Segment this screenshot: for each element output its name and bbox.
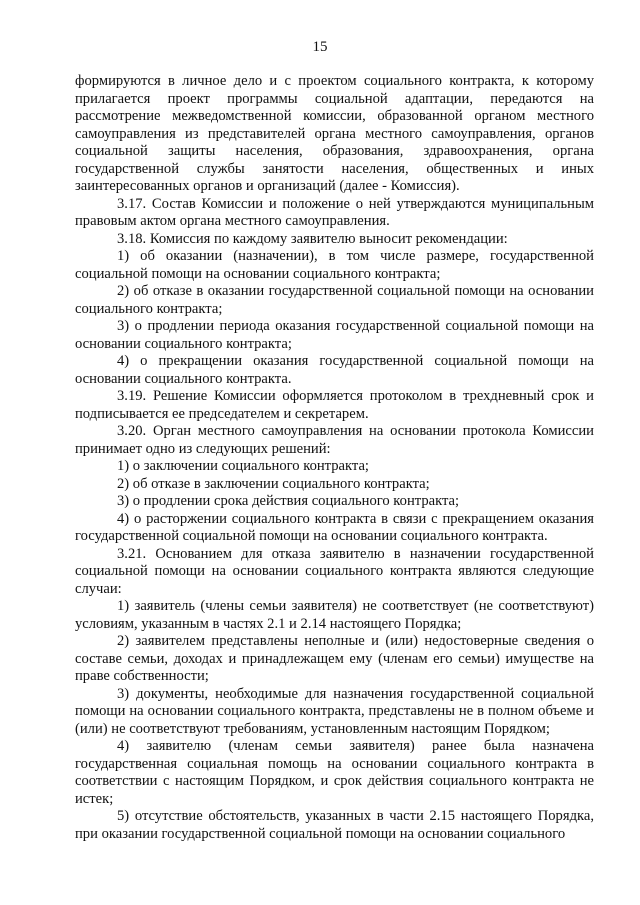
list-item-3-21-2: 2) заявителем представлены неполные и (или) недостоверные сведения о составе семьи, доходах и принадлежащем ему (членам его семьи) имуществе на праве собственности; xyxy=(75,633,594,684)
page-number: 15 xyxy=(312,39,328,55)
paragraph-3-21: 3.21. Основанием для отказа заявителю в назначении государственной социальной помощи на основании социального контракта являются следующие случаи: xyxy=(75,545,594,597)
paragraph-3-20: 3.20. Орган местного самоуправления на основании протокола Комиссии принимает одно из следующих решений: xyxy=(75,423,594,457)
list-item-3-21-1: 1) заявитель (члены семьи заявителя) не соответствует (не соответствуют) условиям, указанным в частях 2.1 и 2.14 настоящего Порядка; xyxy=(75,598,594,632)
list-item-3-20-4: 4) о расторжении социального контракта в связи с прекращением оказания государственной социальной помощи на основании социального контракта. xyxy=(75,510,594,544)
paragraph-3-18: 3.18. Комиссия по каждому заявителю выносит рекомендации: xyxy=(117,230,508,247)
paragraph-3-17: 3.17. Состав Комиссии и положение о ней утверждаются муниципальным правовым актом органа местного самоуправления. xyxy=(75,195,594,229)
document-body xyxy=(75,73,594,843)
list-item-3-18-1: 1) об оказании (назначении), в том числе размере, государственной социальной помощи на основании социального контракта; xyxy=(75,248,594,282)
list-item-3-18-2: 2) об отказе в оказании государственной социальной помощи на основании социального контракта; xyxy=(75,283,594,317)
list-item-3-18-4: 4) о прекращении оказания государственной социальной помощи на основании социального контракта. xyxy=(75,353,594,387)
list-item-3-21-3: 3) документы, необходимые для назначения государственной социальной помощи на основании социального контракта, представлены не в полном объеме и (или) не соответствуют требованиям, установленным настоящим Порядком; xyxy=(75,685,594,737)
list-item-3-20-2: 2) об отказе в заключении социального контракта; xyxy=(117,475,430,492)
paragraph-continuation: формируются в личное дело и с проектом социального контракта, к которому прилагается проект программы социальной адаптации, передаются на рассмотрение межведомственной комиссии, образованной органом местного самоуправления из представителей органа местного самоуправления, органов социальной защиты населения, образования, здравоохранения, органа государственной службы занятости населения, общественных и иных заинтересованных органов и организаций (далее - Комиссия). xyxy=(75,73,594,194)
list-item-3-18-3: 3) о продлении периода оказания государственной социальной помощи на основании социального контракта; xyxy=(75,318,594,352)
paragraph-3-19: 3.19. Решение Комиссии оформляется протоколом в трехдневный срок и подписывается ее председателем и секретарем. xyxy=(75,388,594,422)
list-item-3-20-3: 3) о продлении срока действия социального контракта; xyxy=(117,493,460,509)
list-item-3-21-5: 5) отсутствие обстоятельств, указанных в части 2.15 настоящего Порядка, при оказании государственной социальной помощи на основании социального xyxy=(75,808,594,842)
list-item-3-20-1: 1) о заключении социального контракта; xyxy=(117,458,369,474)
list-item-3-21-4: 4) заявителю (членам семьи заявителя) ранее была назначена государственная социальная помощь на основании социального контракта в соответствии с настоящим Порядком, и срок действия социального контракта не истек; xyxy=(75,738,594,807)
